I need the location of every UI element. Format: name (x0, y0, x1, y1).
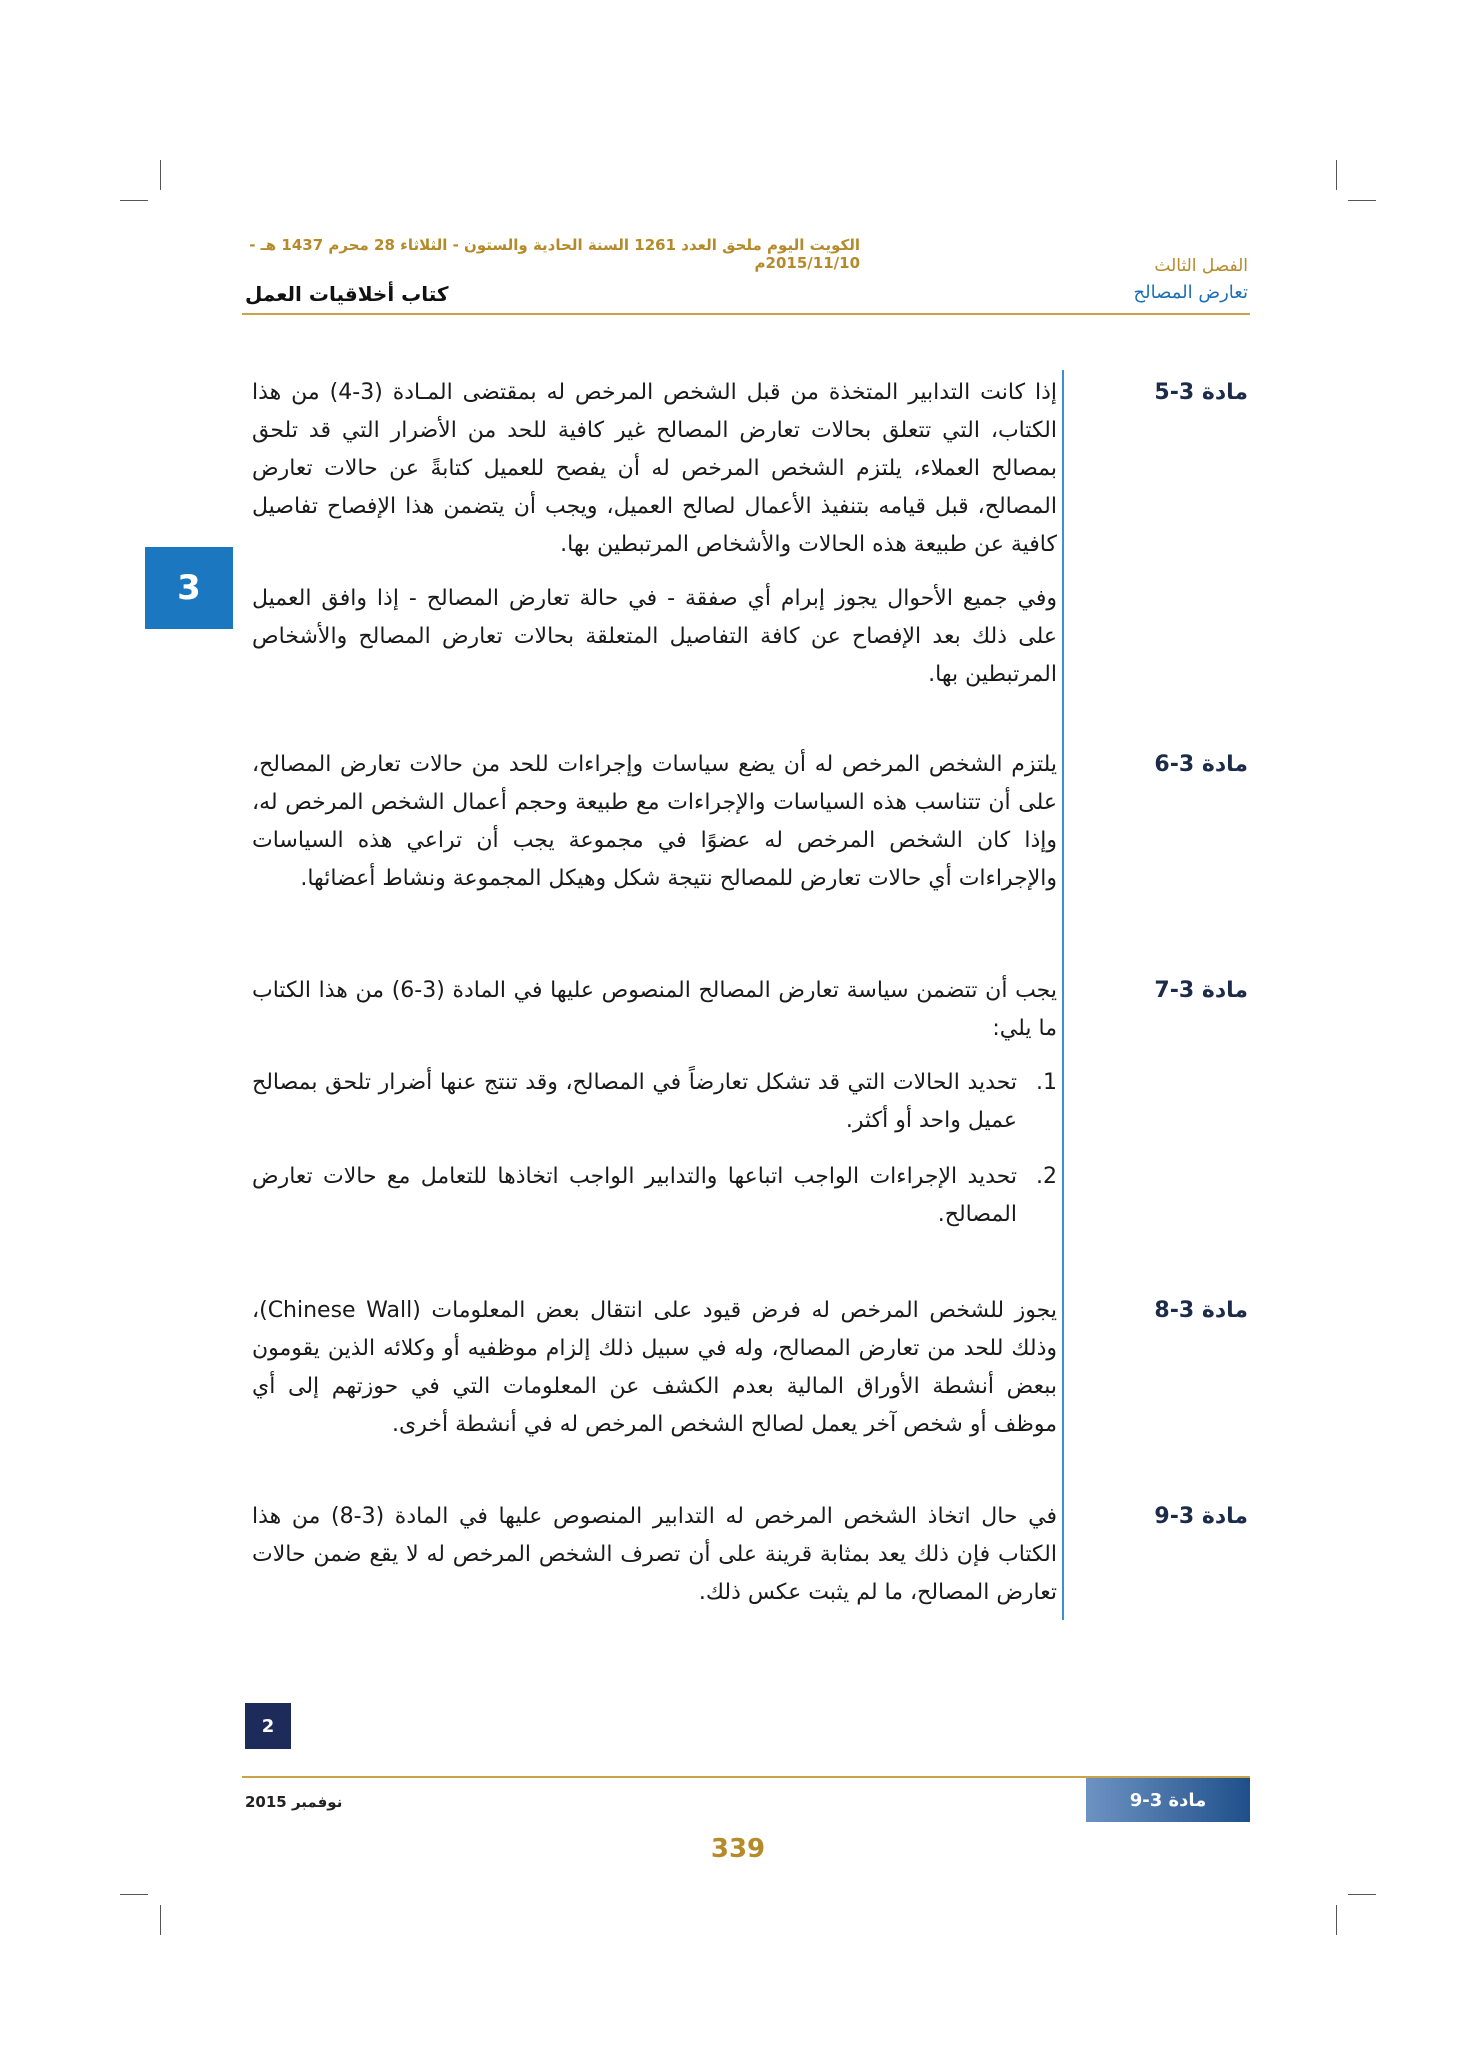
list-item-number: 1. (1036, 1070, 1057, 1095)
crop-mark (1336, 160, 1337, 190)
footer-article-tab: مادة 3-9 (1086, 1778, 1250, 1822)
article-body-3-7 (252, 972, 1057, 1064)
crop-mark (120, 1894, 148, 1895)
article-paragraph: يلتزم الشخص المرخص له أن يضع سياسات وإجراءات للحد من حالات تعارض المصالح، على أن تتناسب هذه السياسات والإجراءات مع طبيعة وحجم أعمال الشخص المرخص له، وإذا كان الشخص المرخص له عضوًا في مجموعة يجب أن تراعي هذه السياسات والإجراءات أي حالات تعارض للمصالح نتيجة شكل وهيكل المجموعة ونشاط أعضائها. (252, 752, 1057, 891)
list-item-number: 2. (1036, 1164, 1057, 1189)
crop-mark (1336, 1905, 1337, 1935)
list-item-text: تحديد الإجراءات الواجب اتباعها والتدابير الواجب اتخاذها للتعامل مع حالات تعارض المصالح. (252, 1164, 1017, 1227)
list-item (252, 1158, 1057, 1234)
list-item (252, 1064, 1057, 1140)
header-divider (242, 313, 1250, 315)
article-paragraph: إذا كانت التدابير المتخذة من قبل الشخص المرخص له بمقتضى المـادة (3-4) من هذا الكتاب، التي تتعلق بحالات تعارض المصالح غير كافية للحد من الأضرار التي قد تلحق بمصالح العملاء، يلتزم الشخص المرخص له أن يفصح للعميل كتابةً عن حالات تعارض المصالح، قبل قيامه بتنفيذ الأعمال لصالح العميل، ويجب أن يتضمن هذا الإفصاح تفاصيل كافية عن طبيعة هذه الحالات والأشخاص المرتبطين بها. (252, 380, 1057, 557)
article-label-3-6: مادة 3-6 (1154, 752, 1248, 777)
publication-meta: الكويت اليوم ملحق العدد 1261 السنة الحادية والستون - الثلاثاء 28 محرم 1437 هـ - 2015/11/10م (249, 236, 860, 272)
chapter-number: الفصل الثالث (1154, 256, 1248, 276)
crop-mark (160, 1905, 161, 1935)
article-body-3-5 (252, 374, 1057, 710)
article-paragraph: يجب أن تتضمن سياسة تعارض المصالح المنصوص عليها في المادة (3-6) من هذا الكتاب ما يلي: (252, 978, 1058, 1041)
list-item-text: تحديد الحالات التي قد تشكل تعارضاً في المصالح، وقد تنتج عنها أضرار تلحق بمصالح عميل واحد أو أكثر. (252, 1070, 1017, 1133)
crop-mark (1348, 200, 1376, 201)
article-paragraph: في حال اتخاذ الشخص المرخص له التدابير المنصوص عليها في المادة (3-8) من هذا الكتاب فإن ذلك يعد بمثابة قرينة على أن تصرف الشخص المرخص له لا يقع ضمن حالات تعارض المصالح، ما لم يثبت عكس ذلك. (252, 1504, 1057, 1605)
book-title: كتاب أخلاقيات العمل (245, 282, 449, 306)
footer-date: نوفمبر 2015 (245, 1793, 343, 1811)
article-paragraph: وفي جميع الأحوال يجوز إبرام أي صفقة - في حالة تعارض المصالح - إذا وافق العميل على ذلك بعد الإفصاح عن كافة التفاصيل المتعلقة بحالات تعارض المصالح والأشخاص المرتبطين بها. (252, 586, 1057, 687)
article-label-3-9: مادة 3-9 (1154, 1504, 1248, 1529)
article-label-3-5: مادة 3-5 (1154, 380, 1248, 405)
crop-mark (1348, 1894, 1376, 1895)
article-label-3-7: مادة 3-7 (1154, 978, 1248, 1003)
article-body-3-6 (252, 746, 1057, 914)
chapter-title: تعارض المصالح (1133, 282, 1248, 303)
article-label-3-8: مادة 3-8 (1154, 1298, 1248, 1323)
crop-mark (160, 160, 161, 190)
page-badge: 2 (245, 1703, 291, 1749)
article-body-3-8 (252, 1292, 1057, 1460)
article-paragraph: يجوز للشخص المرخص له فرض قيود على انتقال بعض المعلومات (Chinese Wall)، وذلك للحد من تعارض المصالح، وله في سبيل ذلك إلزام موظفيه أو وكلائه الذين يقومون ببعض أنشطة الأوراق المالية بعدم الكشف عن المعلومات التي في حوزتهم إلى أي موظف أو شخص آخر يعمل لصالح الشخص المرخص له في أنشطة أخرى. (252, 1298, 1057, 1437)
content-vertical-rule (1062, 370, 1064, 1620)
page-number: 339 (710, 1834, 766, 1864)
chapter-side-tab: 3 (145, 547, 233, 629)
article-body-3-9 (252, 1498, 1057, 1628)
crop-mark (120, 200, 148, 201)
